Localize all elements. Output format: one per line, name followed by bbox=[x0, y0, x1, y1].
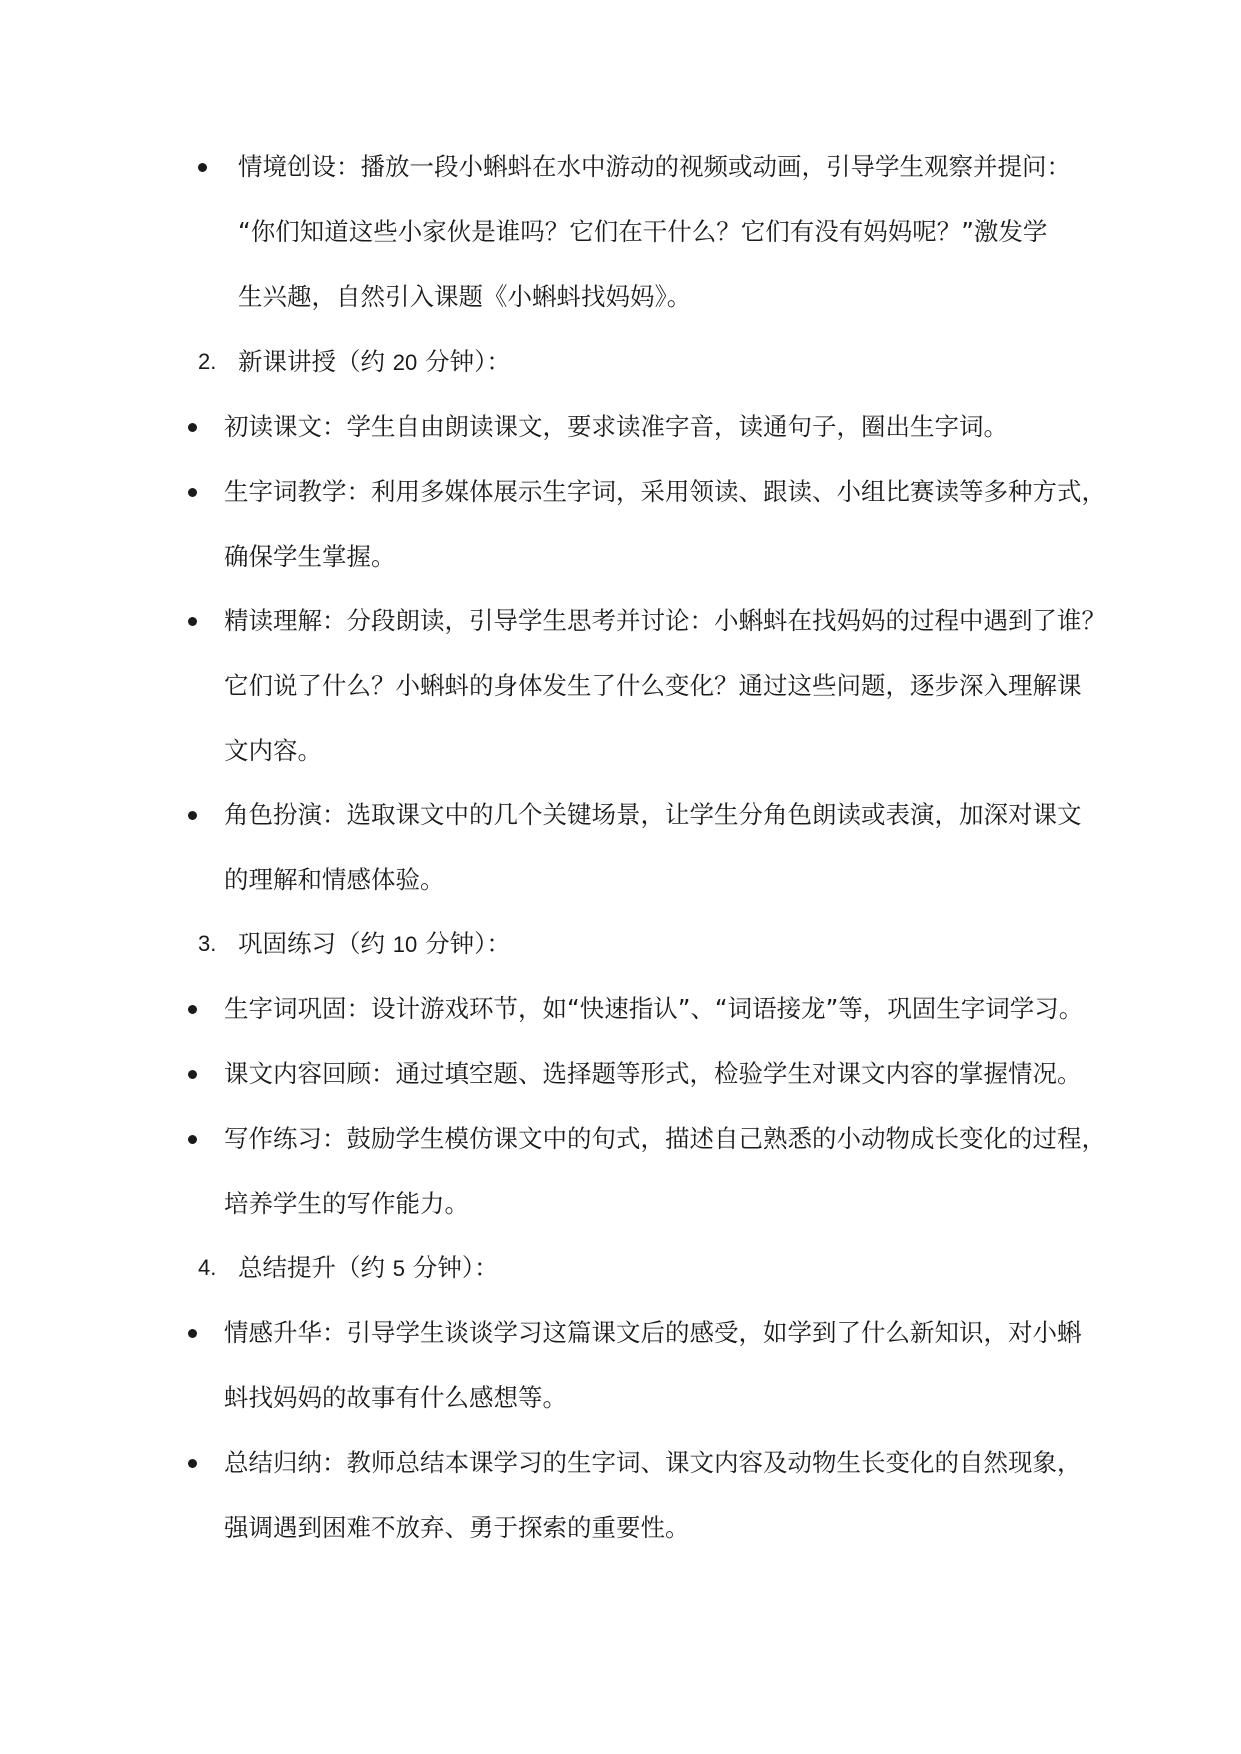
section-title-pre: 总结提升（约 bbox=[238, 1253, 393, 1282]
bullet-icon bbox=[188, 1070, 197, 1079]
bullet-icon bbox=[188, 423, 197, 432]
section-title-pre: 巩固练习（约 bbox=[238, 929, 393, 958]
item-line: 初读课文：学生自由朗读课文，要求读准字音，读通句子，圈出生字词。 bbox=[224, 412, 1008, 441]
item-line: 课文内容回顾：通过填空题、选择题等形式，检验学生对课文内容的掌握情况。 bbox=[224, 1059, 1082, 1088]
section-duration: 10 bbox=[392, 932, 418, 957]
bullet-icon bbox=[188, 488, 197, 497]
bullet-icon bbox=[188, 1005, 197, 1014]
item-line: 生字词巩固：设计游戏环节，如“快速指认”、“词语接龙”等，巩固生字词学习。 bbox=[224, 994, 1084, 1023]
bullet-icon bbox=[188, 811, 197, 820]
item-line: 蚪找妈妈的故事有什么感想等。 bbox=[224, 1383, 567, 1412]
item-line: 生兴趣，自然引入课题《小蝌蚪找妈妈》。 bbox=[238, 282, 692, 311]
section-number: 4. bbox=[198, 1255, 217, 1280]
section-title-post: 分钟）： bbox=[417, 347, 511, 376]
section-title bbox=[238, 346, 511, 378]
section-title bbox=[238, 928, 511, 960]
item-line: 的理解和情感体验。 bbox=[224, 865, 445, 894]
section-title-post: 分钟）： bbox=[405, 1253, 499, 1282]
item-line: 角色扮演：选取课文中的几个关键场景，让学生分角色朗读或表演，加深对课文 bbox=[224, 800, 1082, 829]
item-line: 确保学生掌握。 bbox=[224, 542, 396, 571]
item-line: 情境创设：播放一段小蝌蚪在水中游动的视频或动画，引导学生观察并提问： bbox=[238, 152, 1071, 181]
bullet-icon bbox=[188, 1135, 197, 1144]
item-line: 写作练习：鼓励学生模仿课文中的句式，描述自己熟悉的小动物成长变化的过程， bbox=[224, 1124, 1106, 1153]
section-duration: 20 bbox=[392, 350, 418, 375]
bullet-icon bbox=[188, 617, 197, 626]
item-line: 总结归纳：教师总结本课学习的生字词、课文内容及动物生长变化的自然现象， bbox=[224, 1448, 1082, 1477]
item-line: 精读理解：分段朗读，引导学生思考并讨论：小蝌蚪在找妈妈的过程中遇到了谁？ bbox=[224, 606, 1106, 635]
item-line: “你们知道这些小家伙是谁吗？它们在干什么？它们有没有妈妈呢？”激发学 bbox=[238, 217, 1048, 246]
item-line: 它们说了什么？小蝌蚪的身体发生了什么变化？通过这些问题，逐步深入理解课 bbox=[224, 671, 1082, 700]
item-line: 生字词教学：利用多媒体展示生字词，采用领读、跟读、小组比赛读等多种方式， bbox=[224, 477, 1106, 506]
item-line: 强调遇到困难不放弃、勇于探索的重要性。 bbox=[224, 1513, 690, 1542]
item-line: 培养学生的写作能力。 bbox=[224, 1189, 469, 1218]
section-title-pre: 新课讲授（约 bbox=[238, 347, 393, 376]
section-number: 3. bbox=[198, 931, 217, 956]
item-line: 情感升华：引导学生谈谈学习这篇课文后的感受，如学到了什么新知识，对小蝌 bbox=[224, 1318, 1082, 1347]
bullet-icon bbox=[198, 163, 207, 172]
item-line: 文内容。 bbox=[224, 736, 322, 765]
section-title bbox=[238, 1252, 499, 1284]
bullet-icon bbox=[188, 1329, 197, 1338]
section-duration: 5 bbox=[392, 1256, 406, 1281]
section-title-post: 分钟）： bbox=[417, 929, 511, 958]
bullet-icon bbox=[188, 1459, 197, 1468]
section-number: 2. bbox=[198, 349, 217, 374]
